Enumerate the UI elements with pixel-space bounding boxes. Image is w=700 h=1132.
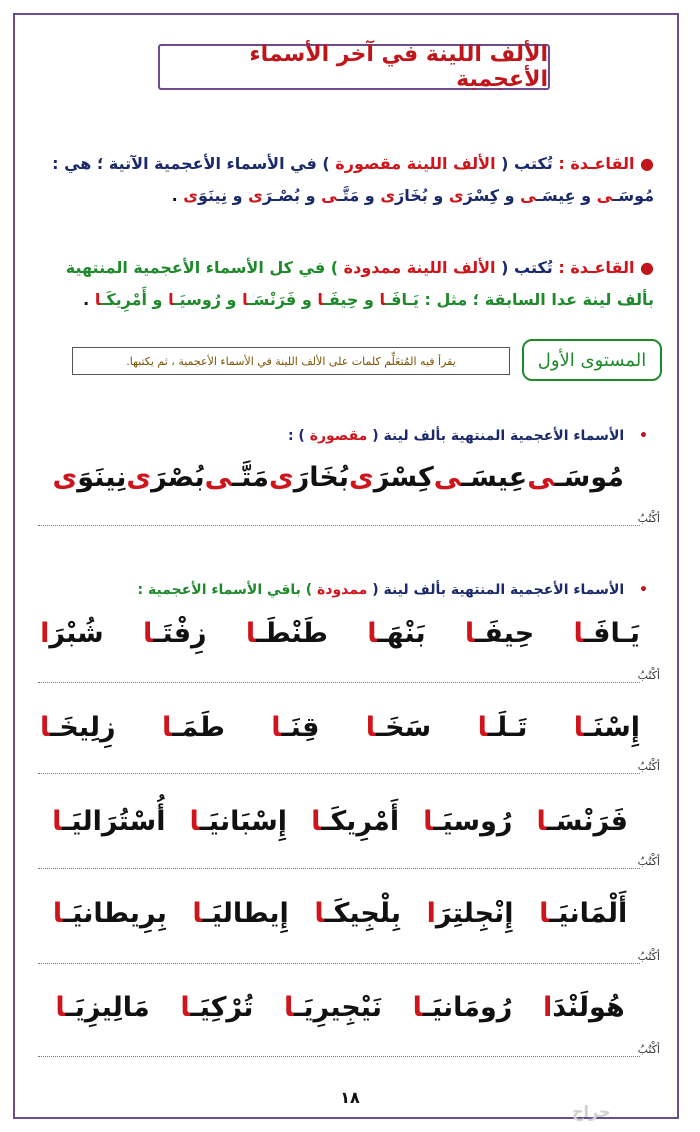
section2-heading: • الأسماء الأعجمية المنتهية بألف لينة ( ممدودة ) باقي الأسماء الأعجمية : [137,582,648,598]
word: طَمَـا [161,712,225,743]
word: بُصْرَى [126,462,205,493]
rule1-prefix: تُكتب ( [501,154,553,173]
bullet-icon: ● [640,154,654,173]
word: قِنَـا [271,712,320,743]
write-label: أكْتُبُ [637,512,660,525]
section1-word-row [52,462,624,493]
rule1-label: القاعـدة : [558,154,635,173]
rule1-suffix: ) في الأسماء الأعجمية الآتية ؛ هي : [52,154,330,173]
word: تُرْكِيَـا [180,992,254,1023]
connector: و [220,290,243,309]
rule2-highlight: الألف اللينة ممدودة [343,258,496,277]
example-word: بُصْـرَى [248,186,301,205]
word: هُولَنْدَا [543,992,625,1023]
word: يَـافَـا [573,618,640,649]
section2-word-row [40,712,640,743]
word: مَالِيزِيَـا [55,992,150,1023]
example-word: أَمْرِيكَـا [94,290,147,309]
connector: و [499,186,521,205]
page-title: الألف اللينة في آخر الأسماء الأعجمية [158,44,550,90]
write-label: أكْتُبُ [637,1043,660,1056]
write-line[interactable] [38,963,640,964]
word: إِيطاليَـا [192,898,289,929]
word: بِرِيطانيَـا [52,898,167,929]
connector: و [296,290,318,309]
section2-word-row [40,806,640,837]
word: حِيفَـا [464,618,535,649]
word: أُسْتُرَاليَـا [52,806,166,837]
word: سَخَـا [365,712,432,743]
example-word: بُخَارَى [380,186,428,205]
word: بَنْهَـا [367,618,426,649]
word: أَلْمَانيَـا [539,898,628,929]
word: رُوسيَـا [423,806,513,837]
rule2-line2: بألف لينة عدا السابقة ؛ مثل : [424,290,654,309]
word: إِسْبَانيَـا [189,806,288,837]
rule2-statement [30,258,654,277]
connector: و [358,290,380,309]
rule2-suffix: ) في كل الأسماء الأعجمية المنتهية [65,258,339,277]
write-line[interactable] [38,868,640,869]
write-label: أكْتُبُ [637,950,660,963]
page-frame [13,13,679,1119]
section1-heading: • الأسماء الأعجمية المنتهية بألف لينة ( مقصورة ) : [287,428,648,444]
word: عِيسَـى [433,462,528,493]
word: كِسْرَى [349,462,434,493]
rule2-examples [30,290,654,309]
word: نِينَوَى [52,462,127,493]
rule2-label: القاعـدة : [558,258,635,277]
word: إِنْجِلتِرَا [426,898,514,929]
section2-word-row [40,618,640,649]
example-word: مَتَّـى [321,186,360,205]
word: طَنْطَـا [245,618,328,649]
connector: و [300,186,322,205]
connector: و [146,290,169,309]
write-line[interactable] [38,1056,640,1057]
word: نَيْجِيرِيَـا [284,992,382,1023]
write-label: أكْتُبُ [637,760,660,773]
example-word: يَـافَـا [379,290,419,309]
connector: و [227,186,249,205]
word: مَتَّـى [204,462,269,493]
word: بُخَارَى [268,462,349,493]
word: بِلْجِيكَـا [314,898,402,929]
example-word: رُوسيَـا [168,290,221,309]
write-line[interactable] [38,682,640,683]
example-word: كِسْرَى [448,186,500,205]
example-word: مُوسَـى [596,186,654,205]
bullet-icon: • [639,428,648,444]
connector: و [359,186,381,205]
level-row [70,339,662,381]
word: مُوسَـى [527,462,624,493]
word: رُومَانيَـا [412,992,513,1023]
word: زِلِيخَـا [40,712,116,743]
section2-word-row [40,898,640,929]
page-number: ١٨ [340,1088,360,1107]
example-word: حِيفَـا [317,290,359,309]
word: أَمْرِيكَـا [311,806,400,837]
section2-word-row [40,992,640,1023]
example-word: عِيسَـى [520,186,576,205]
write-line[interactable] [38,773,640,774]
sentence-end: . [83,290,95,309]
rule1-examples [30,186,654,205]
example-word: نِينَوَى [183,186,228,205]
bullet-icon: ● [640,258,654,277]
write-label: أكْتُبُ [637,855,660,868]
rule1-statement [30,154,654,173]
level-label: المستوى الأول [522,339,662,381]
word: شُبْرَا [40,618,104,649]
word: تَـلَـا [477,712,528,743]
connector: و [427,186,449,205]
word: إِسْنَـا [573,712,640,743]
word: فَرَنْسَـا [536,806,628,837]
word: زِفْتَـا [142,618,207,649]
bullet-icon: • [639,582,648,598]
write-label: أكْتُبُ [637,669,660,682]
example-word: فَرَنْسَـا [242,290,297,309]
rule2-prefix: تُكتب ( [501,258,553,277]
watermark-logo: حراج [572,1102,611,1121]
sentence-end: . [171,186,184,205]
write-line[interactable] [38,525,640,526]
connector: و [575,186,597,205]
rule1-highlight: الألف اللينة مقصورة [335,154,496,173]
level-note: يقرأ فيه المُتعَلِّم كلمات على الألف اللينة في الأسماء الأعجمية ، ثم يكتبها. [72,347,510,375]
